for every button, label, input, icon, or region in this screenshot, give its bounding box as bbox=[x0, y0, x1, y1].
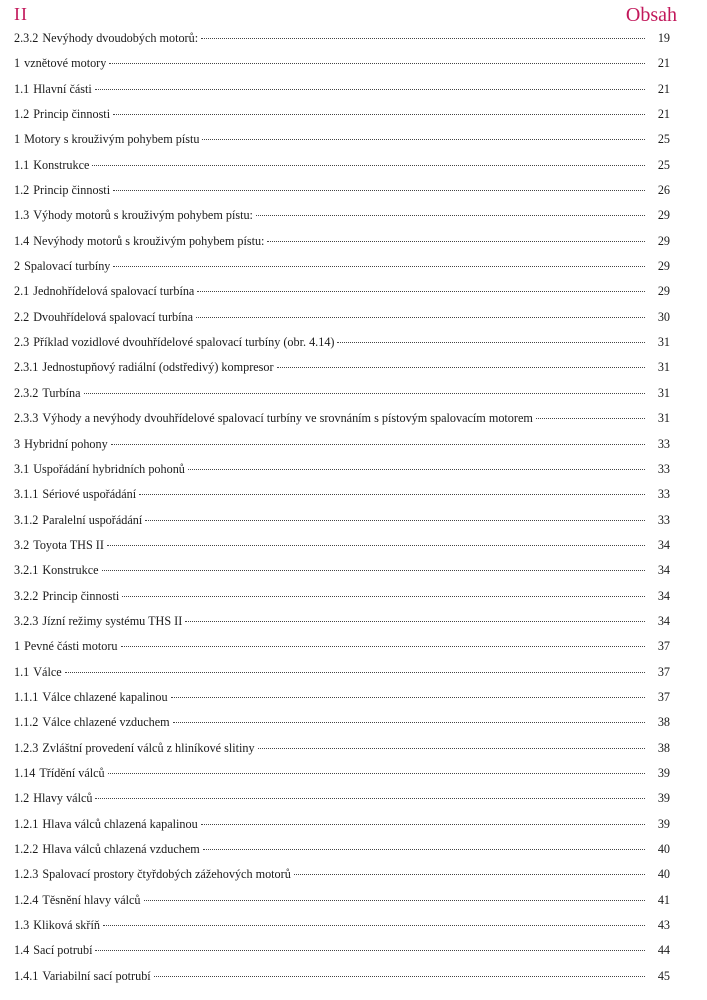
toc-entry-number: 1.2 bbox=[14, 183, 30, 198]
toc-entry[interactable] bbox=[14, 712, 670, 737]
toc-entry-page: 38 bbox=[657, 740, 670, 755]
toc-entry[interactable] bbox=[14, 611, 670, 636]
toc-entry-number: 1.1 bbox=[14, 81, 30, 96]
toc-entry-title: Hlava válců chlazená kapalinou bbox=[42, 816, 198, 831]
toc-entry-page: 33 bbox=[657, 487, 670, 502]
toc-entry-page: 34 bbox=[657, 613, 670, 628]
toc-entry-number: 3.1.2 bbox=[14, 512, 39, 527]
toc-entry[interactable] bbox=[14, 940, 670, 965]
toc-entry-page: 39 bbox=[657, 816, 670, 831]
toc-entry-number: 1.2 bbox=[14, 107, 30, 122]
toc-entry-number: 1.1.1 bbox=[14, 689, 39, 704]
toc-entry-title: Motory s krouživým pohybem pístu bbox=[24, 132, 200, 147]
toc-entry-number: 1.1 bbox=[14, 664, 30, 679]
toc-entry-page: 38 bbox=[657, 715, 670, 730]
toc-entry[interactable] bbox=[14, 332, 670, 357]
toc-entry[interactable] bbox=[14, 28, 670, 53]
toc-entry-number: 3.2.1 bbox=[14, 563, 39, 578]
toc-entry-page: 26 bbox=[657, 183, 670, 198]
dot-leader bbox=[267, 241, 645, 242]
dot-leader bbox=[277, 367, 645, 368]
toc-entry-title: Spalovací turbíny bbox=[24, 259, 111, 274]
toc-entry-page: 33 bbox=[657, 512, 670, 527]
toc-entry-title: Konstrukce bbox=[42, 563, 99, 578]
toc-entry-title: Těsnění hlavy válců bbox=[42, 892, 141, 907]
dot-leader bbox=[92, 165, 645, 166]
toc-entry-page: 29 bbox=[657, 284, 670, 299]
dot-leader bbox=[197, 291, 645, 292]
toc-entry-number: 2.3.2 bbox=[14, 385, 39, 400]
toc-entry-title: Nevýhody dvoudobých motorů: bbox=[42, 31, 199, 45]
toc-entry[interactable] bbox=[14, 662, 670, 687]
toc-entry-page: 41 bbox=[657, 892, 670, 907]
dot-leader bbox=[154, 976, 645, 977]
toc-entry-number: 1.2.4 bbox=[14, 892, 39, 907]
toc-entry[interactable] bbox=[14, 256, 670, 281]
toc-entry[interactable] bbox=[14, 307, 670, 332]
dot-leader bbox=[144, 900, 645, 901]
toc-entry-number: 3.1.1 bbox=[14, 487, 39, 502]
dot-leader bbox=[122, 596, 645, 597]
toc-entry-number: 3.2 bbox=[14, 537, 30, 552]
toc-entry-page: 30 bbox=[657, 309, 670, 324]
toc-entry-title: Hlavy válců bbox=[33, 791, 93, 806]
dot-leader bbox=[536, 418, 645, 419]
toc-entry[interactable] bbox=[14, 814, 670, 839]
toc-entry-number: 1.2 bbox=[14, 791, 30, 806]
toc-entry[interactable] bbox=[14, 687, 670, 712]
dot-leader bbox=[95, 798, 645, 799]
dot-leader bbox=[256, 215, 645, 216]
toc-entry-title: Konstrukce bbox=[33, 157, 90, 172]
section-number: II bbox=[14, 4, 28, 24]
toc-entry-page: 25 bbox=[657, 157, 670, 172]
toc-entry-title: Nevýhody motorů s krouživým pohybem pístu: bbox=[33, 233, 265, 248]
toc-entry-number: 1.2.3 bbox=[14, 867, 39, 882]
toc-entry-page: 37 bbox=[657, 639, 670, 654]
toc-entry[interactable] bbox=[14, 434, 670, 459]
toc-entry-page: 21 bbox=[657, 56, 670, 71]
toc-entry-number: 2.1 bbox=[14, 284, 30, 299]
toc-entry[interactable] bbox=[14, 510, 670, 535]
toc-entry-number: 1.2.1 bbox=[14, 816, 39, 831]
page-title: Obsah bbox=[625, 4, 677, 26]
toc-entry-title: Princip činnosti bbox=[33, 107, 111, 122]
toc-entry-number: 3.2.3 bbox=[14, 613, 39, 628]
dot-leader bbox=[202, 139, 645, 140]
dot-leader bbox=[84, 393, 645, 394]
toc-entry-number: 2.3.3 bbox=[14, 411, 39, 426]
toc-entry-page: 40 bbox=[657, 842, 670, 856]
toc-entry-page: 34 bbox=[657, 563, 670, 578]
dot-leader bbox=[294, 874, 645, 875]
toc-entry-page: 31 bbox=[657, 385, 670, 400]
toc-entry[interactable] bbox=[14, 763, 670, 788]
toc-entry-title: Válce chlazené kapalinou bbox=[42, 689, 168, 704]
toc-entry[interactable] bbox=[14, 484, 670, 509]
toc-entry-title: Turbína bbox=[42, 385, 81, 400]
toc-entry[interactable] bbox=[14, 104, 670, 129]
dot-leader bbox=[188, 469, 645, 470]
toc-entry[interactable] bbox=[14, 231, 670, 256]
toc-entry[interactable] bbox=[14, 915, 670, 940]
toc-entry-page: 29 bbox=[657, 208, 670, 223]
dot-leader bbox=[113, 190, 645, 191]
toc-entry[interactable] bbox=[14, 459, 670, 484]
toc-entry-title: Výhody motorů s krouživým pohybem pístu: bbox=[33, 208, 253, 223]
dot-leader bbox=[95, 89, 645, 90]
toc-entry-number: 1 bbox=[14, 56, 21, 71]
toc-entry-number: 2.3 bbox=[14, 335, 30, 350]
toc-entry[interactable] bbox=[14, 839, 670, 864]
toc-entry-number: 3.1 bbox=[14, 461, 30, 476]
toc-entry-page: 19 bbox=[657, 31, 670, 45]
toc-entry-number: 1 bbox=[14, 132, 21, 147]
dot-leader bbox=[196, 317, 645, 318]
toc-entry-page: 25 bbox=[657, 132, 670, 147]
toc-entry-title: Hlavní části bbox=[33, 81, 92, 96]
dot-leader bbox=[201, 824, 645, 825]
toc-entry-title: Uspořádání hybridních pohonů bbox=[33, 461, 185, 476]
toc-entry[interactable] bbox=[14, 180, 670, 205]
toc-entry-number: 1.2.2 bbox=[14, 842, 39, 856]
toc-entry-title: Paralelní uspořádání bbox=[42, 512, 143, 527]
dot-leader bbox=[111, 444, 645, 445]
dot-leader bbox=[95, 950, 645, 951]
toc-entry-page: 39 bbox=[657, 791, 670, 806]
toc-entry-title: Dvouhřídelová spalovací turbína bbox=[33, 309, 193, 324]
toc-entry-title: Variabilní sací potrubí bbox=[42, 968, 151, 983]
toc-entry-page: 43 bbox=[657, 918, 670, 933]
toc-entry[interactable] bbox=[14, 890, 670, 915]
toc-entry-number: 2.3.2 bbox=[14, 31, 39, 45]
toc-entry-title: Hybridní pohony bbox=[24, 436, 108, 451]
toc-entry-number: 1 bbox=[14, 639, 21, 654]
dot-leader bbox=[258, 748, 645, 749]
dot-leader bbox=[173, 722, 645, 723]
toc-entry-page: 37 bbox=[657, 689, 670, 704]
toc-entry-title: Sériové uspořádání bbox=[42, 487, 137, 502]
dot-leader bbox=[185, 621, 645, 622]
toc-entry-title: Příklad vozidlové dvouhřídelové spalovací turbíny (obr. 4.14) bbox=[33, 335, 335, 350]
toc-entry-page: 33 bbox=[657, 436, 670, 451]
toc-entry-title: Válce bbox=[33, 664, 62, 679]
toc-entry-page: 21 bbox=[657, 107, 670, 122]
toc-entry-number: 3 bbox=[14, 436, 21, 451]
toc-entry-page: 31 bbox=[657, 360, 670, 375]
toc-entry-title: Kliková skříň bbox=[33, 918, 100, 933]
toc-entry-title: Jednohřídelová spalovací turbína bbox=[33, 284, 195, 299]
toc-entry-page: 44 bbox=[657, 943, 670, 958]
toc-entry-title: Válce chlazené vzduchem bbox=[42, 715, 170, 730]
dot-leader bbox=[145, 520, 645, 521]
toc-entry[interactable] bbox=[14, 560, 670, 585]
toc-entry[interactable] bbox=[14, 408, 670, 433]
toc-entry-number: 1.4.1 bbox=[14, 968, 39, 983]
table-of-contents bbox=[14, 28, 670, 991]
toc-entry-number: 1.3 bbox=[14, 918, 30, 933]
toc-entry[interactable] bbox=[14, 636, 670, 661]
toc-entry-title: Zvláštní provedení válců z hliníkové slitiny bbox=[42, 740, 255, 755]
dot-leader bbox=[337, 342, 645, 343]
toc-entry-title: Princip činnosti bbox=[33, 183, 111, 198]
toc-entry-page: 40 bbox=[657, 867, 670, 882]
toc-entry[interactable] bbox=[14, 788, 670, 813]
toc-entry[interactable] bbox=[14, 864, 670, 889]
toc-entry[interactable] bbox=[14, 535, 670, 560]
toc-entry-page: 31 bbox=[657, 411, 670, 426]
dot-leader bbox=[201, 38, 645, 39]
toc-entry[interactable] bbox=[14, 281, 670, 306]
toc-entry-number: 1.3 bbox=[14, 208, 30, 223]
toc-entry[interactable] bbox=[14, 205, 670, 230]
dot-leader bbox=[65, 672, 645, 673]
toc-entry[interactable] bbox=[14, 129, 670, 154]
toc-entry-page: 39 bbox=[657, 765, 670, 780]
dot-leader bbox=[121, 646, 645, 647]
dot-leader bbox=[203, 849, 645, 850]
toc-entry-page: 34 bbox=[657, 588, 670, 603]
toc-entry[interactable] bbox=[14, 53, 670, 78]
toc-entry-title: Pevné části motoru bbox=[24, 639, 118, 654]
toc-entry-page: 33 bbox=[657, 461, 670, 476]
toc-entry-title: Hlava válců chlazená vzduchem bbox=[42, 842, 200, 856]
toc-entry-number: 2.2 bbox=[14, 309, 30, 324]
toc-entry-title: Sací potrubí bbox=[33, 943, 93, 958]
toc-entry-number: 1.1 bbox=[14, 157, 30, 172]
dot-leader bbox=[108, 773, 645, 774]
toc-entry-title: Spalovací prostory čtyřdobých zážehových motorů bbox=[42, 867, 291, 882]
toc-entry-title: Toyota THS II bbox=[33, 537, 104, 552]
toc-entry-title: Jednostupňový radiální (odstředivý) kompresor bbox=[42, 360, 274, 375]
toc-entry[interactable] bbox=[14, 79, 670, 104]
toc-entry-number: 2 bbox=[14, 259, 21, 274]
toc-entry-page: 31 bbox=[657, 335, 670, 350]
toc-entry-number: 3.2.2 bbox=[14, 588, 39, 603]
toc-entry-title: Jízní režimy systému THS II bbox=[42, 613, 183, 628]
toc-entry-page: 34 bbox=[657, 537, 670, 552]
toc-entry-page: 29 bbox=[657, 259, 670, 274]
dot-leader bbox=[171, 697, 645, 698]
toc-entry-title: Princip činnosti bbox=[42, 588, 120, 603]
toc-entry[interactable] bbox=[14, 738, 670, 763]
toc-entry-page: 21 bbox=[657, 81, 670, 96]
dot-leader bbox=[107, 545, 645, 546]
dot-leader bbox=[103, 925, 645, 926]
dot-leader bbox=[139, 494, 645, 495]
toc-entry-title: Třídění válců bbox=[39, 765, 105, 780]
dot-leader bbox=[113, 266, 645, 267]
toc-entry-title: Výhody a nevýhody dvouhřídelové spalovací turbíny ve srovnáním s pístovým spalovacím motorem bbox=[42, 411, 533, 426]
toc-entry[interactable] bbox=[14, 383, 670, 408]
toc-entry[interactable] bbox=[14, 357, 670, 382]
dot-leader bbox=[113, 114, 645, 115]
toc-entry[interactable] bbox=[14, 155, 670, 180]
dot-leader bbox=[109, 63, 645, 64]
toc-entry-number: 1.1.2 bbox=[14, 715, 39, 730]
toc-entry-page: 37 bbox=[657, 664, 670, 679]
toc-entry-number: 1.14 bbox=[14, 765, 36, 780]
toc-entry-page: 29 bbox=[657, 233, 670, 248]
toc-entry-title: vznětové motory bbox=[24, 56, 107, 71]
toc-entry-number: 1.4 bbox=[14, 233, 30, 248]
toc-entry[interactable] bbox=[14, 966, 670, 991]
toc-entry[interactable] bbox=[14, 586, 670, 611]
toc-entry-number: 2.3.1 bbox=[14, 360, 39, 375]
toc-entry-page: 45 bbox=[657, 968, 670, 983]
dot-leader bbox=[102, 570, 645, 571]
toc-entry-number: 1.4 bbox=[14, 943, 30, 958]
toc-entry-number: 1.2.3 bbox=[14, 740, 39, 755]
